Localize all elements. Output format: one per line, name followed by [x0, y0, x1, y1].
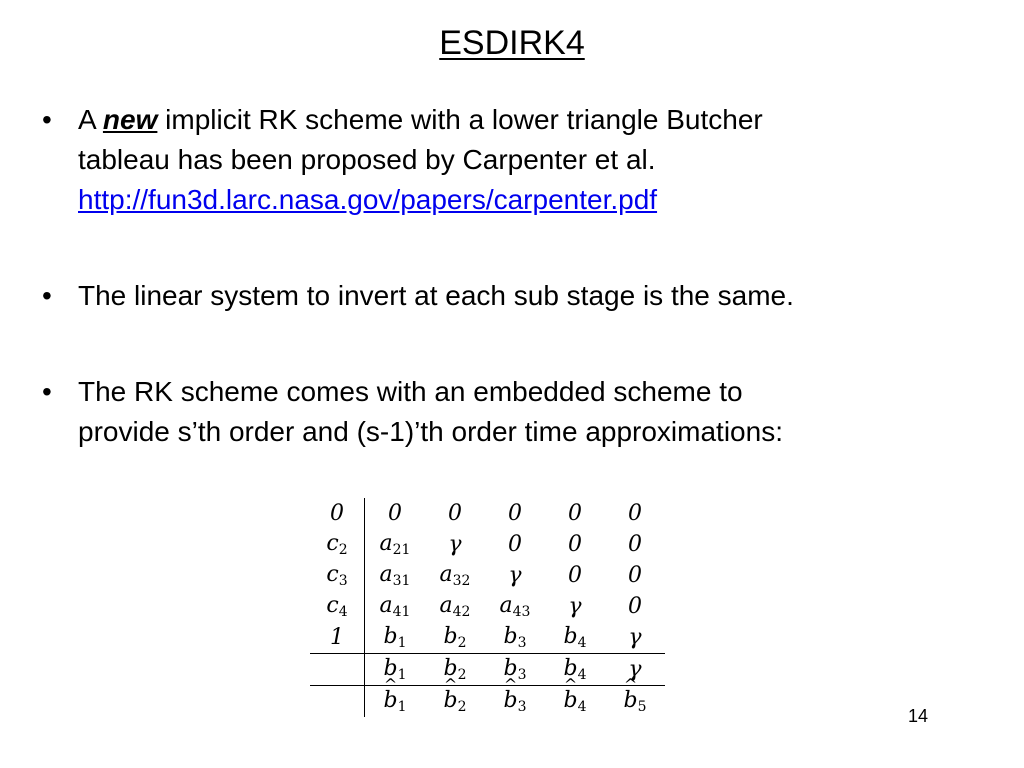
tableau-symbol: 0 — [628, 501, 642, 526]
bullet-text: The linear system to invert at each sub stage is the same. — [78, 280, 794, 311]
tableau-symbol: 0 — [568, 563, 582, 588]
tableau-subscript: 1 — [397, 667, 407, 683]
tableau-symbol: b — [443, 656, 458, 681]
tableau-symbol: 0 — [448, 501, 462, 526]
tableau-subscript: 4 — [338, 604, 348, 620]
butcher-tableau — [310, 498, 665, 717]
tableau-coefficient-cell — [485, 529, 545, 560]
tableau-symbol: b — [563, 656, 578, 681]
tableau-subscript: 32 — [452, 573, 471, 589]
bullet-text: provide s’th order and (s-1)’th order time approximations: — [78, 416, 783, 447]
tableau-symbol: a — [379, 593, 393, 618]
tableau-coefficient-cell — [425, 498, 485, 529]
tableau-coefficient-cell — [485, 591, 545, 622]
tableau-subscript: 3 — [338, 573, 348, 589]
tableau-symbol: b — [383, 656, 398, 681]
tableau-coefficient-cell — [545, 686, 605, 718]
tableau-symbol: c — [326, 593, 339, 618]
tableau-subscript: 2 — [457, 635, 467, 651]
tableau-coefficient-cell — [605, 498, 665, 529]
bullet-text: tableau has been proposed by Carpenter et al. — [78, 144, 656, 175]
bullet-line — [78, 100, 992, 140]
bullet-marker: • — [42, 280, 52, 311]
tableau-subscript: 2 — [457, 667, 467, 683]
tableau-coefficient-cell — [605, 591, 665, 622]
tableau-coefficient-cell — [425, 622, 485, 654]
tableau-symbol: ^ b — [443, 688, 457, 713]
tableau-subscript: 1 — [397, 699, 407, 715]
tableau-coefficient-cell — [545, 498, 605, 529]
tableau-subscript: 4 — [577, 667, 587, 683]
tableau-symbol: b — [503, 624, 518, 649]
tableau-symbol: ^ b — [383, 688, 397, 713]
tableau-row — [310, 560, 665, 591]
paper-link[interactable]: http://fun3d.larc.nasa.gov/papers/carpenter.pdf — [78, 184, 658, 215]
tableau-symbol: a — [439, 593, 453, 618]
emphasized-word: new — [102, 104, 158, 135]
tableau-symbol: γ — [508, 563, 522, 588]
tableau-symbol: 0 — [628, 594, 642, 619]
bullet-marker: • — [42, 104, 52, 135]
tableau-coefficient-cell — [605, 560, 665, 591]
bullet-lead-text: A — [78, 104, 96, 135]
tableau-subscript: 5 — [637, 699, 647, 715]
tableau-symbol: 0 — [508, 501, 522, 526]
tableau-coefficient-cell — [365, 622, 426, 654]
tableau-symbol: c — [326, 562, 339, 587]
tableau-coefficient-cell — [425, 591, 485, 622]
tableau-subscript: 41 — [392, 604, 411, 620]
tableau-subscript: 3 — [517, 699, 527, 715]
tableau-coefficient-cell — [605, 622, 665, 654]
tableau-symbol: 0 — [628, 563, 642, 588]
tableau-subscript: 21 — [392, 542, 411, 558]
bullet-list — [42, 100, 992, 452]
tableau-subscript: 2 — [338, 542, 348, 558]
tableau-coefficient-cell — [545, 591, 605, 622]
tableau-subscript: 4 — [577, 699, 587, 715]
tableau-row — [310, 498, 665, 529]
tableau-coefficient-cell — [365, 529, 426, 560]
tableau-coefficient-cell — [485, 498, 545, 529]
tableau-coefficient-cell — [425, 686, 485, 718]
tableau-symbol: 0 — [388, 501, 402, 526]
tableau-symbol: 0 — [330, 501, 344, 526]
tableau-coefficient-cell — [485, 622, 545, 654]
tableau-subscript: 1 — [397, 635, 407, 651]
tableau-coefficient-cell — [365, 498, 426, 529]
tableau-symbol: a — [439, 562, 453, 587]
tableau-symbol: 1 — [330, 625, 344, 650]
tableau-c-cell — [310, 498, 365, 529]
tableau-symbol: ^ b — [623, 688, 637, 713]
tableau-coefficient-cell — [485, 686, 545, 718]
tableau-coefficient-cell — [425, 529, 485, 560]
tableau-symbol: 0 — [508, 532, 522, 557]
tableau-subscript: 2 — [457, 699, 467, 715]
tableau-coefficient-cell — [425, 560, 485, 591]
tableau-symbol: c — [326, 531, 339, 556]
tableau-symbol: ^ b — [563, 688, 577, 713]
tableau-symbol: a — [499, 593, 513, 618]
page-number: 14 — [908, 706, 929, 726]
bullet-item-new-scheme — [42, 100, 992, 220]
tableau-symbol: γ — [448, 532, 462, 557]
tableau-coefficient-cell — [605, 686, 665, 718]
tableau-symbol: b — [563, 624, 578, 649]
tableau-symbol: γ — [628, 657, 642, 682]
tableau-coefficient-cell — [545, 529, 605, 560]
tableau-c-cell — [310, 529, 365, 560]
bullet-item-linear-system — [42, 276, 992, 316]
tableau-symbol: b — [383, 624, 398, 649]
tableau-coefficient-cell — [605, 529, 665, 560]
tableau-c-cell — [310, 622, 365, 654]
tableau-subscript: 43 — [512, 604, 531, 620]
bullet-text: implicit RK scheme with a lower triangle Butcher — [165, 104, 763, 135]
tableau-c-cell — [310, 686, 365, 718]
tableau-subscript: 3 — [517, 667, 527, 683]
tableau-symbol: a — [379, 531, 393, 556]
tableau-coefficient-cell — [545, 560, 605, 591]
tableau-symbol: b — [503, 656, 518, 681]
tableau-symbol: γ — [628, 625, 642, 650]
bullet-item-embedded-scheme — [42, 372, 992, 452]
tableau-subscript: 31 — [392, 573, 411, 589]
slide-title: ESDIRK4 — [439, 24, 585, 62]
tableau-symbol: b — [443, 624, 458, 649]
tableau-coefficient-cell — [365, 591, 426, 622]
tableau-row — [310, 529, 665, 560]
tableau-body — [310, 498, 665, 717]
tableau-symbol: ^ b — [503, 688, 517, 713]
tableau-coefficient-cell — [365, 686, 426, 718]
tableau-row — [310, 591, 665, 622]
tableau-c-cell — [310, 654, 365, 686]
bullet-text: The RK scheme comes with an embedded scheme to — [78, 376, 743, 407]
tableau-subscript: 4 — [577, 635, 587, 651]
bullet-marker: • — [42, 376, 52, 407]
tableau-symbol: a — [379, 562, 393, 587]
tableau-subscript: 3 — [517, 635, 527, 651]
tableau-coefficient-cell — [485, 560, 545, 591]
tableau-subscript: 42 — [452, 604, 471, 620]
tableau-row — [310, 622, 665, 654]
tableau-symbol: γ — [568, 594, 582, 619]
tableau-symbol: 0 — [628, 532, 642, 557]
tableau-c-cell — [310, 591, 365, 622]
tableau-coefficient-cell — [545, 622, 605, 654]
tableau-symbol: 0 — [568, 501, 582, 526]
tableau-coefficient-cell — [365, 560, 426, 591]
tableau-symbol: 0 — [568, 532, 582, 557]
tableau-c-cell — [310, 560, 365, 591]
tableau-row — [310, 654, 665, 686]
tableau-row — [310, 686, 665, 718]
